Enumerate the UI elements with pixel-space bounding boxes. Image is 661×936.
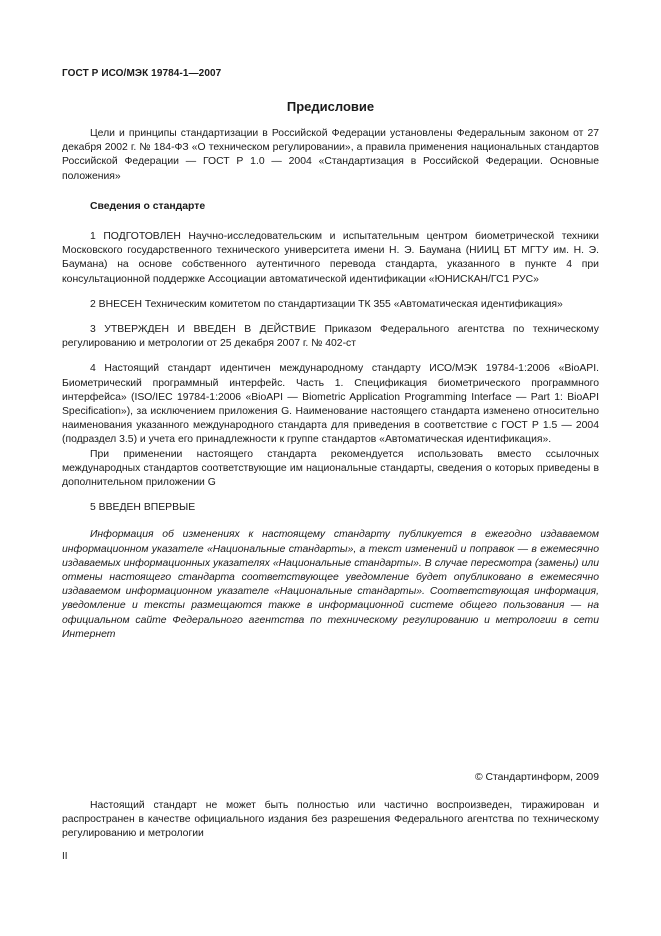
standard-code-header: ГОСТ Р ИСО/МЭК 19784-1—2007 (62, 68, 222, 79)
reproduction-notice (62, 799, 599, 842)
page-number: II (62, 851, 68, 862)
info-notice-paragraph: Информация об изменениях к настоящему стандарту публикуется в ежегодно издаваемом информационном указателе «Национальные стандарты», а текст изменений и поправок — в ежемесячно издаваемых информационных указателях «Национальные стандарты». В случае пересмотра (замены) или отмены настоящего стандарта соответствующее уведомление будет опубликовано в ежемесячно издаваемом информационном указателе «Национальные стандарты». Соответствующая информация, уведомление и тексты размещаются также в информационной системе общего пользования — на официальном сайте Федерального агентства по техническому регулированию и метрологии в сети Интернет (62, 529, 599, 640)
section-heading: Сведения о стандарте (90, 200, 206, 212)
copyright-notice: © Стандартинформ, 2009 (474, 772, 599, 783)
item-2-paragraph: 2 ВНЕСЕН Техническим комитетом по стандартизации ТК 355 «Автоматическая идентификация» (90, 298, 563, 310)
item-5-paragraph: 5 ВВЕДЕН ВПЕРВЫЕ (90, 502, 196, 514)
item-3-paragraph: 3 УТВЕРЖДЕН И ВВЕДЕН В ДЕЙСТВИЕ Приказом Федерального агентства по техническому регулированию и метрологии от 25 декабря 2007 г. № 402-ст (62, 324, 599, 350)
page-title: Предисловие (286, 99, 375, 114)
preface-body (62, 127, 599, 642)
item-4-note-paragraph: При применении настоящего стандарта рекомендуется использовать вместо ссылочных международных стандартов соответствующие им национальные стандарты, сведения о которых приведены в дополнительном приложении G (62, 448, 599, 489)
intro-paragraph: Цели и принципы стандартизации в Российской Федерации установлены Федеральным законом от 27 декабря 2002 г. № 184-ФЗ «О техническом регулировании», а правила применения национальных стандартов Российской Федерации — ГОСТ Р 1.0 — 2004 «Стандартизация в Российской Федерации. Основные положения» (62, 128, 599, 182)
item-1-paragraph: 1 ПОДГОТОВЛЕН Научно-исследовательским и испытательным центром биометрической техники Московского государственного технического университета имени Н. Э. Баумана (НИИЦ БТ МГТУ им. Н. Э. Баумана) на основе собственного аутентичного перевода стандарта, указанного в пункте 4 при консультационной поддержке Ассоциации автоматической идентификации «ЮНИСКАН/ГС1 РУС» (62, 231, 599, 285)
item-4-paragraph: 4 Настоящий стандарт идентичен международному стандарту ИСО/МЭК 19784-1:2006 «BioAPI. Биометрический программный интерфейс. Часть 1. Спецификация биометрического программного интерфейса» (ISO/IEC 19784-1:2006 «BioAPI — Biometric Application Programming Interface — Part 1: BioAPI Specification»), за исключением приложения G. Наименование настоящего стандарта изменено относительно наименования указанного международного стандарта для приведения в соответствие с ГОСТ Р 1.5 — 2004 (подраздел 3.5) и учета его принадлежности к группе стандартов «Автоматическая идентификация». (62, 363, 599, 446)
reproduction-notice-text: Настоящий стандарт не может быть полностью или частично воспроизведен, тиражирован и распространен в качестве официального издания без разрешения Федерального агентства по техническому регулированию и метрологии (62, 800, 599, 840)
